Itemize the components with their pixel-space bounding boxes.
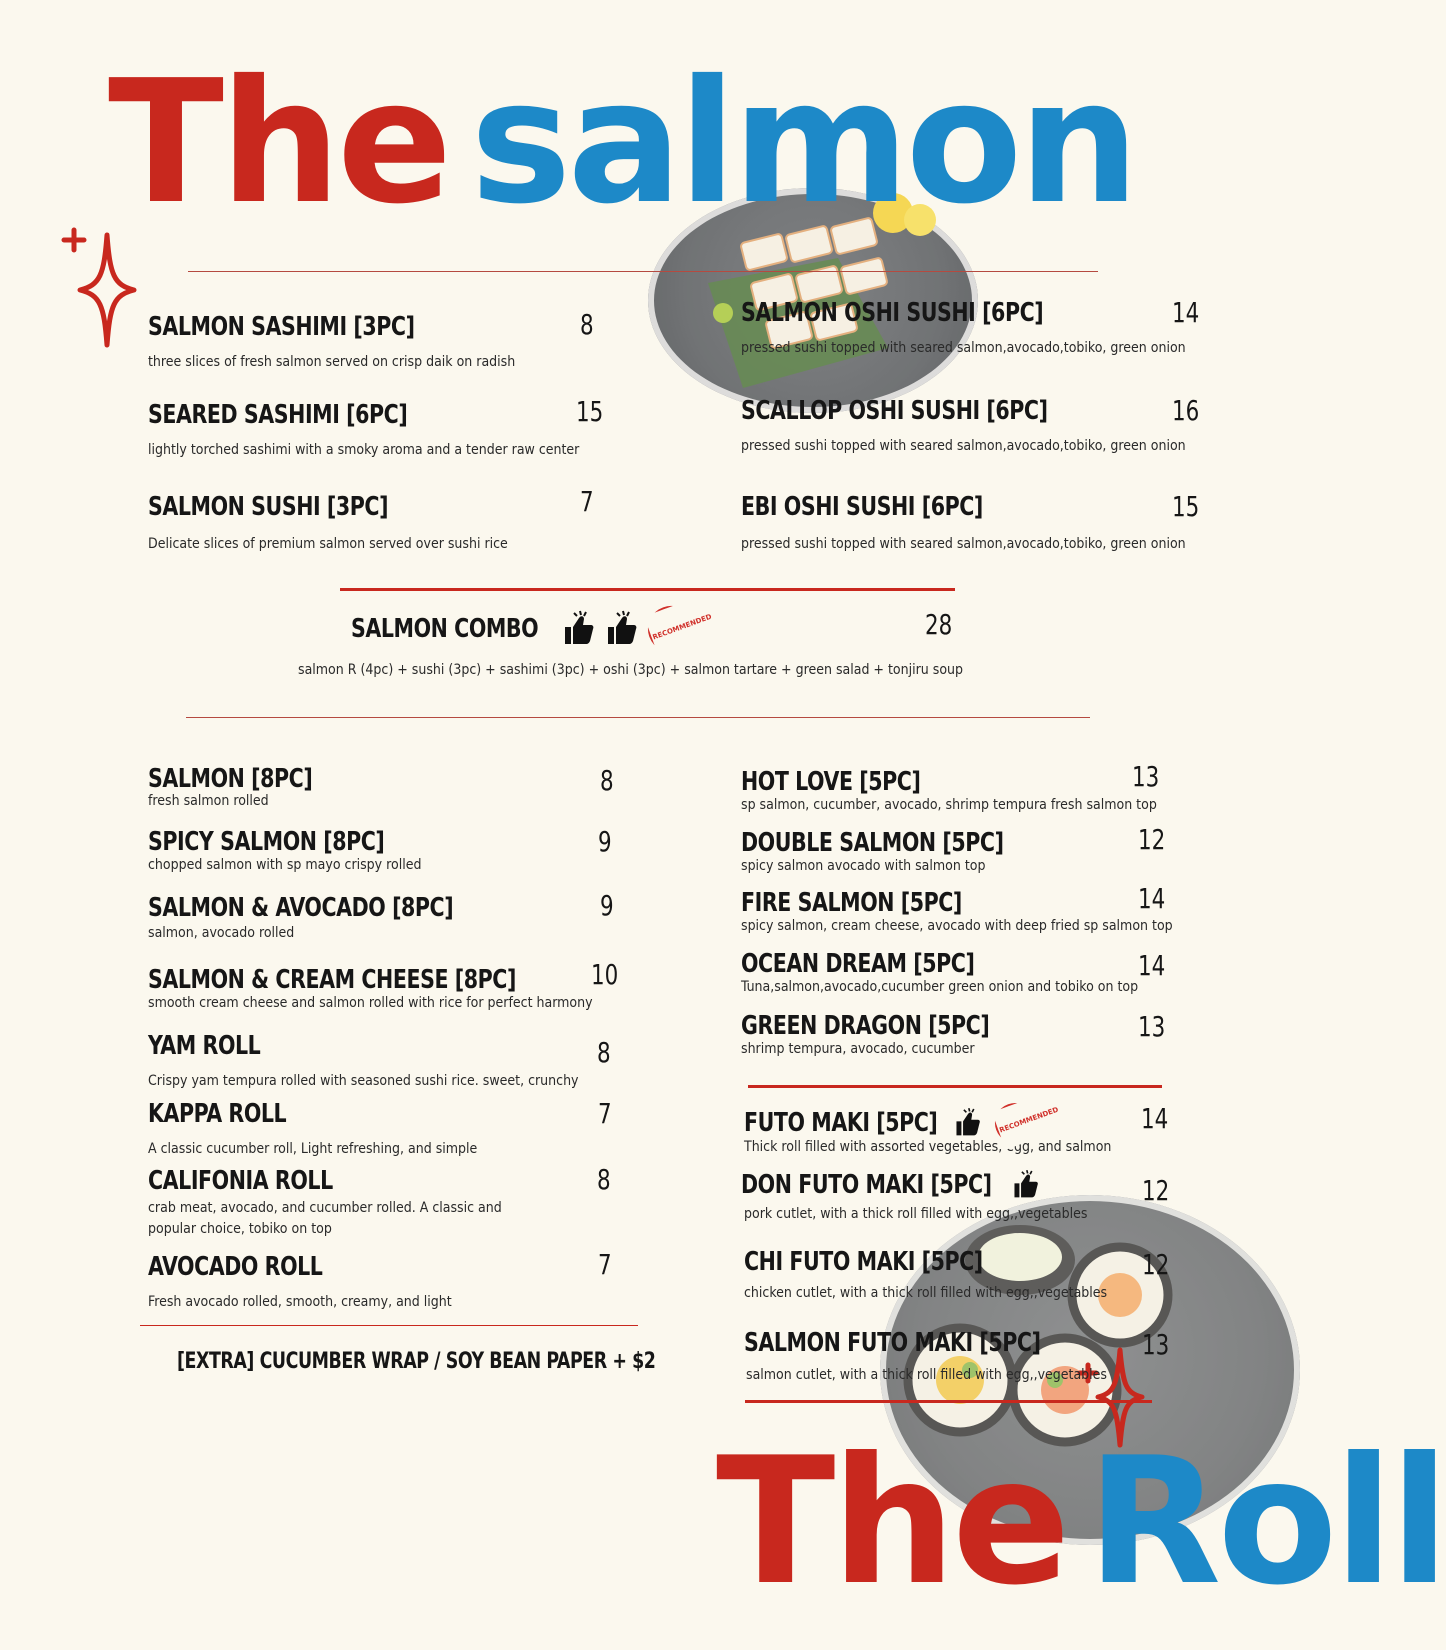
thumbs-up-icon bbox=[605, 611, 639, 647]
roll-item[interactable] bbox=[148, 764, 335, 809]
item-name: GREEN DRAGON [5PC] bbox=[741, 1011, 990, 1041]
sparkle-icon bbox=[62, 225, 142, 355]
item-price: 9 bbox=[600, 889, 614, 922]
item-name: DOUBLE SALMON [5PC] bbox=[741, 828, 1004, 858]
futo-item[interactable] bbox=[744, 1103, 1111, 1155]
thumbs-up-icon bbox=[1012, 1170, 1040, 1200]
item-desc: pressed sushi topped with seared salmon,avocado,tobiko, green onion bbox=[741, 536, 1186, 552]
combo-name: SALMON COMBO bbox=[351, 614, 539, 644]
item-desc: shrimp tempura, avocado, cucumber bbox=[741, 1041, 975, 1057]
salmon-item[interactable] bbox=[741, 492, 1186, 552]
roll-item[interactable] bbox=[148, 965, 593, 1011]
item-price: 7 bbox=[598, 1248, 612, 1281]
item-name: SPICY SALMON [8PC] bbox=[148, 827, 385, 857]
item-price: 14 bbox=[1138, 949, 1166, 982]
extra-option: [EXTRA] CUCUMBER WRAP / SOY BEAN PAPER + $2 bbox=[177, 1349, 656, 1374]
combo-item[interactable] bbox=[351, 606, 713, 652]
title-word-the: The bbox=[716, 1421, 1067, 1624]
item-desc: salmon, avocado rolled bbox=[148, 925, 295, 941]
item-price: 7 bbox=[598, 1097, 612, 1130]
item-price: 8 bbox=[597, 1163, 611, 1196]
roll-item[interactable] bbox=[741, 767, 1157, 813]
item-desc: Tuna,salmon,avocado,cucumber green onion and tobiko on top bbox=[741, 979, 1139, 995]
item-name: SALMON SUSHI [3PC] bbox=[148, 492, 389, 522]
item-desc: sp salmon, cucumber, avocado, shrimp tempura fresh salmon top bbox=[741, 797, 1157, 813]
item-price: 9 bbox=[598, 825, 612, 858]
item-desc: Fresh avocado rolled, smooth, creamy, and light bbox=[148, 1294, 452, 1310]
item-price: 12 bbox=[1142, 1174, 1170, 1207]
item-name: SALMON & AVOCADO [8PC] bbox=[148, 893, 454, 923]
item-desc: salmon cutlet, with a thick roll filled with egg,,vegetables bbox=[746, 1367, 1107, 1383]
salmon-item[interactable] bbox=[148, 492, 508, 552]
item-price: 15 bbox=[1172, 490, 1200, 523]
item-name: CALIFONIA ROLL bbox=[148, 1166, 333, 1196]
item-name: HOT LOVE [5PC] bbox=[741, 767, 921, 797]
divider-combo-top bbox=[340, 588, 955, 591]
item-price: 16 bbox=[1172, 394, 1200, 427]
item-price: 14 bbox=[1172, 296, 1200, 329]
title-word-roll: Roll bbox=[1086, 1421, 1446, 1624]
roll-item[interactable] bbox=[148, 1099, 477, 1157]
item-price: 13 bbox=[1138, 1010, 1166, 1043]
item-name: SALMON [8PC] bbox=[148, 764, 313, 794]
item-desc: crab meat, avocado, and cucumber rolled. A classic and popular choice, tobiko on top bbox=[148, 1200, 502, 1237]
item-desc: fresh salmon rolled bbox=[148, 793, 269, 809]
thumbs-up-icon bbox=[954, 1108, 982, 1138]
item-price: 15 bbox=[576, 395, 604, 428]
title-word-the: The bbox=[108, 44, 449, 242]
roll-item[interactable] bbox=[148, 1031, 579, 1089]
item-desc: chicken cutlet, with a thick roll filled with egg,,vegetables bbox=[744, 1285, 1108, 1301]
item-desc: spicy salmon, cream cheese, avocado with deep fried sp salmon top bbox=[741, 918, 1173, 934]
combo-desc: salmon R (4pc) + sushi (3pc) + sashimi (3pc) + oshi (3pc) + salmon tartare + green salad + tonjiru soup bbox=[298, 662, 964, 678]
item-desc: spicy salmon avocado with salmon top bbox=[741, 858, 986, 874]
salmon-item[interactable] bbox=[741, 396, 1186, 454]
item-price: 14 bbox=[1138, 882, 1166, 915]
item-name: DON FUTO MAKI [5PC] bbox=[741, 1170, 992, 1200]
roll-item[interactable] bbox=[148, 1252, 452, 1310]
item-desc: A classic cucumber roll, Light refreshing, and simple bbox=[148, 1141, 478, 1157]
item-name: SCALLOP OSHI SUSHI [6PC] bbox=[741, 396, 1048, 426]
item-price: 7 bbox=[580, 485, 594, 518]
divider-futo-bottom bbox=[745, 1400, 1152, 1403]
stamp-text: RECOMMENDED bbox=[644, 594, 720, 659]
item-name: SALMON FUTO MAKI [5PC] bbox=[744, 1328, 1041, 1358]
item-price: 8 bbox=[600, 764, 614, 797]
item-name: OCEAN DREAM [5PC] bbox=[741, 949, 975, 979]
item-desc: Thick roll filled with assorted vegetables, egg, and salmon bbox=[744, 1139, 1112, 1155]
item-name: EBI OSHI SUSHI [6PC] bbox=[741, 492, 983, 522]
item-desc: lightly torched sashimi with a smoky aroma and a tender raw center bbox=[148, 442, 580, 458]
roll-item[interactable] bbox=[741, 828, 1039, 874]
item-name: KAPPA ROLL bbox=[148, 1099, 287, 1129]
menu-title-salmon bbox=[108, 44, 1136, 242]
divider-top bbox=[188, 271, 1098, 272]
item-price: 12 bbox=[1142, 1248, 1170, 1281]
divider-roll-top bbox=[186, 717, 1090, 718]
item-name: YAM ROLL bbox=[148, 1031, 261, 1061]
roll-item[interactable] bbox=[148, 893, 495, 941]
item-price: 8 bbox=[597, 1036, 611, 1069]
item-desc: Delicate slices of premium salmon served over sushi rice bbox=[148, 536, 508, 552]
item-name: AVOCADO ROLL bbox=[148, 1252, 323, 1282]
futo-item[interactable] bbox=[744, 1247, 1107, 1301]
divider-futo-top bbox=[748, 1085, 1162, 1088]
item-desc: chopped salmon with sp mayo crispy rolled bbox=[148, 857, 422, 873]
item-desc: pressed sushi topped with seared salmon,avocado,tobiko, green onion bbox=[741, 340, 1186, 356]
roll-item[interactable] bbox=[741, 888, 1173, 934]
item-desc: pressed sushi topped with seared salmon,avocado,tobiko, green onion bbox=[741, 438, 1186, 454]
item-desc: three slices of fresh salmon served on crisp daik on radish bbox=[148, 354, 516, 370]
item-name: SALMON OSHI SUSHI [6PC] bbox=[741, 298, 1044, 328]
item-name: SALMON SASHIMI [3PC] bbox=[148, 312, 415, 342]
item-price: 10 bbox=[591, 958, 619, 991]
menu-title-roll bbox=[716, 1421, 1446, 1624]
divider-extra bbox=[140, 1325, 638, 1326]
item-name: CHI FUTO MAKI [5PC] bbox=[744, 1247, 983, 1277]
item-name: SALMON & CREAM CHEESE [8PC] bbox=[148, 965, 516, 995]
stamp-text: RECOMMENDED bbox=[992, 1090, 1066, 1150]
roll-item[interactable] bbox=[741, 949, 1138, 995]
combo-price: 28 bbox=[925, 608, 953, 641]
item-desc: smooth cream cheese and salmon rolled with rice for perfect harmony bbox=[148, 995, 593, 1011]
item-price: 13 bbox=[1132, 760, 1160, 793]
roll-item[interactable] bbox=[148, 1166, 548, 1240]
salmon-item[interactable] bbox=[148, 400, 579, 458]
thumbs-up-icon bbox=[562, 611, 596, 647]
salmon-item[interactable] bbox=[741, 298, 1186, 356]
recommended-stamp-icon bbox=[641, 600, 713, 659]
item-name: SEARED SASHIMI [6PC] bbox=[148, 400, 408, 430]
title-word-salmon: salmon bbox=[470, 44, 1136, 242]
item-name: FUTO MAKI [5PC] bbox=[744, 1108, 938, 1138]
futo-item[interactable] bbox=[741, 1170, 1087, 1222]
roll-item[interactable] bbox=[148, 827, 421, 873]
item-price: 13 bbox=[1142, 1328, 1170, 1361]
item-price: 14 bbox=[1141, 1102, 1169, 1135]
item-price: 12 bbox=[1138, 823, 1166, 856]
item-desc: pork cutlet, with a thick roll filled with egg,,vegetables bbox=[744, 1206, 1088, 1222]
roll-item[interactable] bbox=[741, 1011, 1023, 1057]
futo-item[interactable] bbox=[744, 1328, 1107, 1383]
item-desc: Crispy yam tempura rolled with seasoned sushi rice. sweet, crunchy bbox=[148, 1073, 579, 1089]
salmon-item[interactable] bbox=[148, 312, 515, 370]
item-name: FIRE SALMON [5PC] bbox=[741, 888, 962, 918]
item-price: 8 bbox=[580, 308, 594, 341]
